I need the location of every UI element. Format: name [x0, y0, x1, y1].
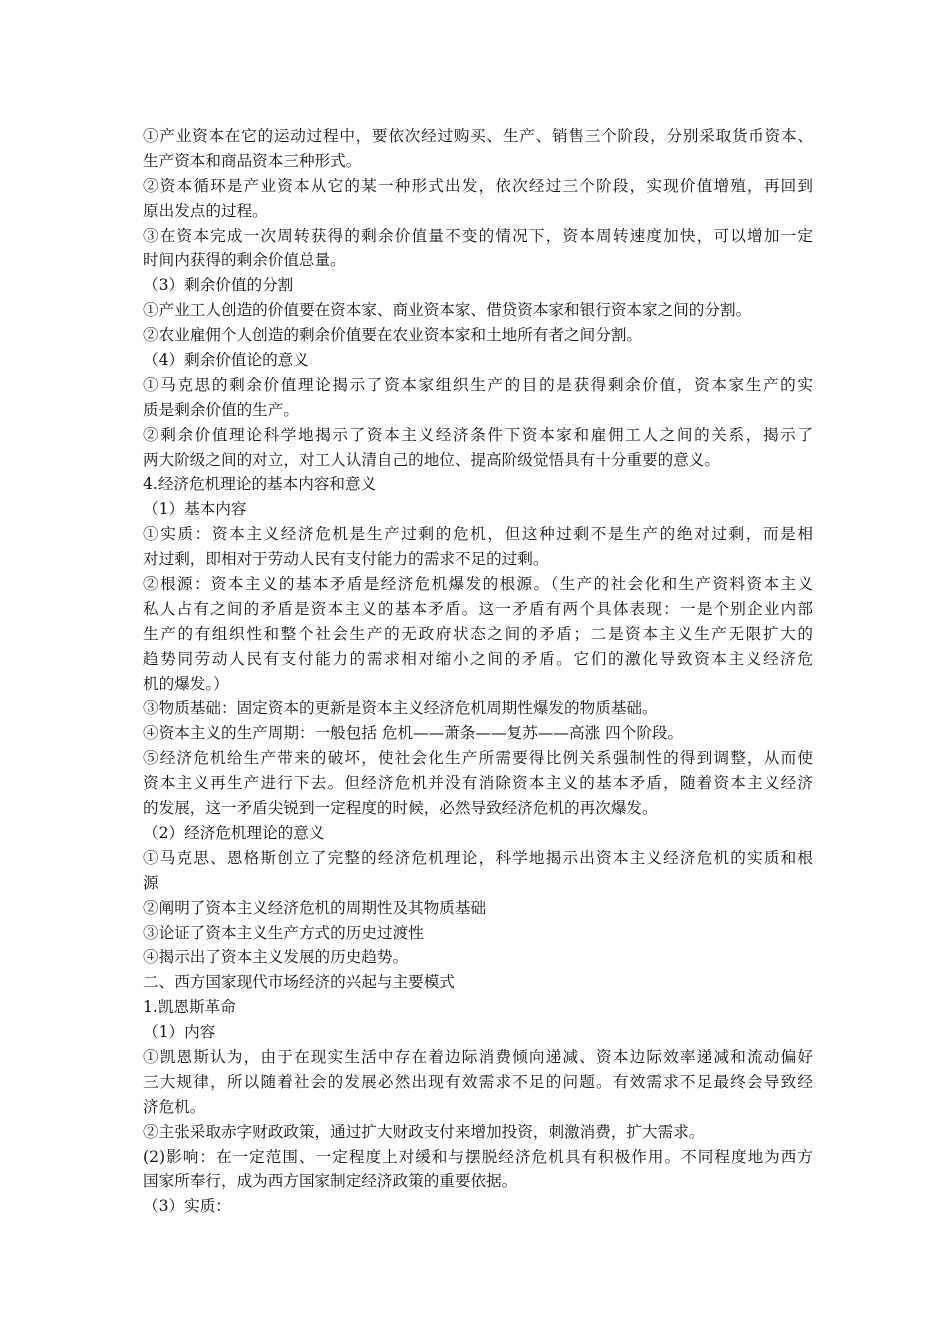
- text-line: （3）实质：: [143, 1197, 231, 1216]
- text-line: 资本主义再生产进行下去。但经济危机并没有消除资本主义的基本矛盾，随着资本主义经济: [143, 774, 813, 793]
- text-line: 济危机。: [143, 1097, 206, 1116]
- text-line: (2)影响：在一定范围、一定程度上对缓和与摆脱经济危机具有积极作用。不同程度地为西方: [143, 1147, 813, 1166]
- text-line: ②剩余价值理论科学地揭示了资本主义经济条件下资本家和雇佣工人之间的关系，揭示了: [143, 425, 813, 444]
- text-line: ②资本循环是产业资本从它的某一种形式出发，依次经过三个阶段，实现价值增殖，再回到: [143, 176, 813, 195]
- text-line: ③论证了资本主义生产方式的历史过渡性: [143, 923, 424, 942]
- text-line: ⑤经济危机给生产带来的破坏，使社会化生产所需要得比例关系强制性的得到调整，从而使: [143, 749, 813, 768]
- text-line: 趋势同劳动人民有支付能力的需求相对缩小之间的矛盾。它们的激化导致资本主义经济危: [143, 649, 813, 668]
- text-line: ②根源：资本主义的基本矛盾是经济危机爆发的根源。（生产的社会化和生产资料资本主义: [143, 575, 813, 594]
- text-line: ④资本主义的生产周期：一般包括 危机——萧条——复苏——高涨 四个阶段。: [143, 724, 684, 743]
- text-lines: [143, 124, 813, 1219]
- text-line: 两大阶级之间的对立，对工人认清自己的地位、提高阶级觉悟具有十分重要的意义。: [143, 450, 720, 469]
- text-line: 三大规律，所以随着社会的发展必然出现有效需求不足的问题。有效需求不足最终会导致经: [143, 1072, 813, 1091]
- text-line: ①实质：资本主义经济危机是生产过剩的危机，但这种过剩不是生产的绝对过剩，而是相: [143, 525, 813, 544]
- text-line: ①马克思、恩格斯创立了完整的经济危机理论，科学地揭示出资本主义经济危机的实质和根: [143, 848, 813, 867]
- text-line: ①产业工人创造的价值要在资本家、商业资本家、借贷资本家和银行资本家之间的分割。: [143, 301, 752, 320]
- text-line: 时间内获得的剩余价值总量。: [143, 251, 346, 270]
- text-line: 生产的有组织性和整个社会生产的无政府状态之间的矛盾；二是资本主义生产无限扩大的: [143, 624, 813, 643]
- text-line: （1）内容: [143, 1023, 216, 1042]
- text-line: ②主张采取赤字财政政策，通过扩大财政支付来增加投资，刺激消费，扩大需求。: [143, 1122, 705, 1141]
- text-line: 对过剩，即相对于劳动人民有支付能力的需求不足的过剩。: [143, 550, 549, 569]
- text-line: （3）剩余价值的分割: [143, 276, 294, 295]
- text-line: 国家所奉行，成为西方国家制定经济政策的重要依据。: [143, 1172, 518, 1191]
- text-line: 二、西方国家现代市场经济的兴起与主要模式: [143, 973, 455, 992]
- text-line: ①产业资本在它的运动过程中，要依次经过购买、生产、销售三个阶段，分别采取货币资本、: [143, 127, 813, 145]
- text-line: ②阐明了资本主义经济危机的周期性及其物质基础: [143, 898, 487, 917]
- text-line: （4）剩余价值论的意义: [143, 351, 309, 370]
- text-line: 机的爆发。）: [143, 674, 229, 693]
- text-line: ③物质基础：固定资本的更新是资本主义经济危机周期性爆发的物质基础。: [143, 699, 658, 718]
- text-line: ①凯恩斯认为，由于在现实生活中存在着边际消费倾向递减、资本边际效率递减和流动偏好: [143, 1047, 813, 1066]
- text-line: ③在资本完成一次周转获得的剩余价值量不变的情况下，资本周转速度加快，可以增加一定: [143, 226, 813, 245]
- text-line: 私人占有之间的矛盾是资本主义的基本矛盾。这一矛盾有两个具体表现：一是个别企业内部: [143, 599, 813, 618]
- text-line: ④揭示出了资本主义发展的历史趋势。: [143, 948, 409, 967]
- text-line: （2）经济危机理论的意义: [143, 823, 325, 842]
- document-body: [143, 124, 813, 1219]
- text-line: 生产资本和商品资本三种形式。: [143, 151, 362, 170]
- text-line: （1）基本内容: [143, 500, 247, 519]
- text-line: 原出发点的过程。: [143, 201, 268, 220]
- text-line: 质是剩余价值的生产。: [143, 400, 299, 419]
- text-line: ②农业雇佣个人创造的剩余价值要在农业资本家和土地所有者之间分割。: [143, 326, 643, 345]
- text-line: 4.经济危机理论的基本内容和意义: [143, 475, 377, 494]
- text-line: 的发展，这一矛盾尖锐到一定程度的时候，必然导致经济危机的再次爆发。: [143, 799, 658, 818]
- text-line: 1.凯恩斯革命: [143, 998, 236, 1017]
- text-line: ①马克思的剩余价值理论揭示了资本家组织生产的目的是获得剩余价值，资本家生产的实: [143, 375, 813, 394]
- text-line: 源: [143, 873, 159, 892]
